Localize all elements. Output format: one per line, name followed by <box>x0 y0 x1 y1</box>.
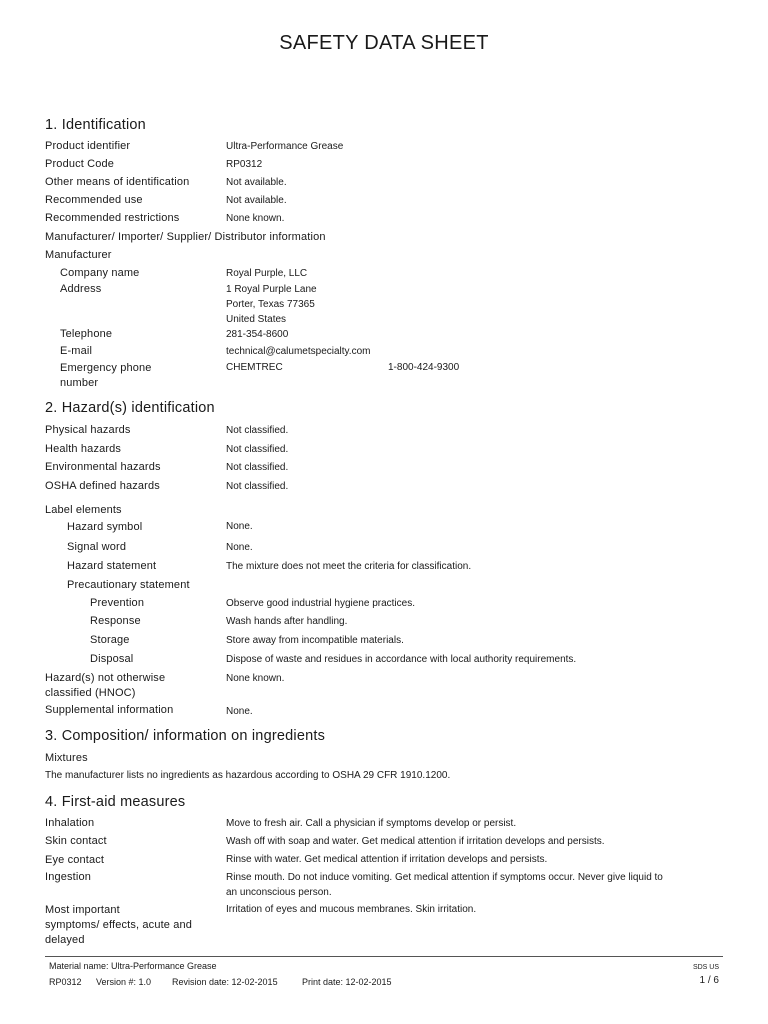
other-means-value: Not available. <box>226 177 287 188</box>
hazard-symbol-label: Hazard symbol <box>67 521 143 533</box>
ingestion-value <box>226 870 663 900</box>
manufacturer-label: Manufacturer <box>45 249 112 261</box>
product-identifier-value: Ultra-Performance Grease <box>226 141 344 152</box>
physical-hazards-label: Physical hazards <box>45 424 131 436</box>
label-elements-heading: Label elements <box>45 504 122 516</box>
hnoc-label-line-1: Hazard(s) not otherwise <box>45 672 166 684</box>
footer-revision-date: Revision date: 12-02-2015 <box>172 977 278 987</box>
emergency-org-value: CHEMTREC <box>226 362 283 373</box>
supplemental-info-value: None. <box>226 706 253 717</box>
product-code-value: RP0312 <box>226 159 263 170</box>
hnoc-label-line-2: classified (HNOC) <box>45 687 136 699</box>
email-value: technical@calumetspecialty.com <box>226 346 371 357</box>
symptoms-label-line-3: delayed <box>45 934 85 946</box>
eye-contact-label: Eye contact <box>45 854 105 866</box>
section-2-heading: 2. Hazard(s) identification <box>45 400 215 416</box>
recommended-use-value: Not available. <box>226 195 287 206</box>
emergency-number-value: 1-800-424-9300 <box>388 362 460 373</box>
precautionary-statement-label: Precautionary statement <box>67 579 190 591</box>
address-label: Address <box>60 283 102 295</box>
storage-value: Store away from incompatible materials. <box>226 635 404 646</box>
signal-word-value: None. <box>226 542 253 553</box>
hnoc-value: None known. <box>226 673 285 684</box>
disposal-value: Dispose of waste and residues in accordance with local authority requirements. <box>226 654 577 665</box>
emergency-phone-label-line-1: Emergency phone <box>60 362 152 374</box>
symptoms-label-line-1: Most important <box>45 904 120 916</box>
hnoc-label <box>45 671 165 701</box>
hazard-symbol-value: None. <box>226 521 253 532</box>
ingestion-value-line-1: Rinse mouth. Do not induce vomiting. Get medical attention if symptoms occur. Never give liquid to <box>226 872 663 883</box>
mixtures-label: Mixtures <box>45 752 88 764</box>
osha-hazards-value: Not classified. <box>226 481 289 492</box>
product-identifier-label: Product identifier <box>45 140 131 152</box>
skin-contact-label: Skin contact <box>45 835 107 847</box>
footer-divider <box>45 956 723 957</box>
emergency-phone-label <box>60 361 152 391</box>
recommended-restrictions-label: Recommended restrictions <box>45 212 180 224</box>
supplemental-info-label: Supplemental information <box>45 704 174 716</box>
eye-contact-value: Rinse with water. Get medical attention if irritation develops and persists. <box>226 854 548 865</box>
document-title: SAFETY DATA SHEET <box>279 32 489 54</box>
prevention-label: Prevention <box>90 597 145 609</box>
hazard-statement-value: The mixture does not meet the criteria for classification. <box>226 561 472 572</box>
telephone-value: 281-354-8600 <box>226 329 289 340</box>
email-label: E-mail <box>60 345 93 357</box>
footer-print-date: Print date: 12-02-2015 <box>302 977 392 987</box>
company-name-value: Royal Purple, LLC <box>226 268 308 279</box>
ingestion-value-line-2: an unconscious person. <box>226 887 332 898</box>
health-hazards-label: Health hazards <box>45 443 122 455</box>
storage-label: Storage <box>90 634 130 646</box>
section-4-heading: 4. First-aid measures <box>45 794 186 810</box>
section-1-heading: 1. Identification <box>45 117 146 133</box>
manufacturer-info-label: Manufacturer/ Importer/ Supplier/ Distributor information <box>45 231 326 243</box>
physical-hazards-value: Not classified. <box>226 425 289 436</box>
disposal-label: Disposal <box>90 653 134 665</box>
response-value: Wash hands after handling. <box>226 616 348 627</box>
signal-word-label: Signal word <box>67 541 127 553</box>
prevention-value: Observe good industrial hygiene practices. <box>226 598 415 609</box>
footer-sds-us: SDS US <box>692 964 719 971</box>
hazard-statement-label: Hazard statement <box>67 560 157 572</box>
footer-page-number: 1 / 6 <box>699 975 719 986</box>
mixtures-text: The manufacturer lists no ingredients as hazardous according to OSHA 29 CFR 1910.1200. <box>45 770 451 781</box>
footer-version: Version #: 1.0 <box>96 977 152 987</box>
address-value <box>226 282 317 327</box>
company-name-label: Company name <box>60 267 140 279</box>
response-label: Response <box>90 615 141 627</box>
ingestion-label: Ingestion <box>45 871 91 883</box>
inhalation-value: Move to fresh air. Call a physician if symptoms develop or persist. <box>226 818 517 829</box>
health-hazards-value: Not classified. <box>226 444 289 455</box>
osha-hazards-label: OSHA defined hazards <box>45 480 160 492</box>
recommended-restrictions-value: None known. <box>226 213 285 224</box>
symptoms-label <box>45 903 192 948</box>
emergency-phone-label-line-2: number <box>60 377 99 389</box>
product-code-label: Product Code <box>45 158 115 170</box>
footer-material-name: Material name: Ultra-Performance Grease <box>49 961 217 971</box>
footer-product-code: RP0312 <box>49 977 82 987</box>
skin-contact-value: Wash off with soap and water. Get medical attention if irritation develops and persists. <box>226 836 605 847</box>
recommended-use-label: Recommended use <box>45 194 143 206</box>
symptoms-label-line-2: symptoms/ effects, acute and <box>45 919 193 931</box>
telephone-label: Telephone <box>60 328 113 340</box>
address-line-1: 1 Royal Purple Lane <box>226 284 317 295</box>
other-means-label: Other means of identification <box>45 176 190 188</box>
symptoms-value: Irritation of eyes and mucous membranes. Skin irritation. <box>226 904 477 915</box>
address-line-2: Porter, Texas 77365 <box>226 299 315 310</box>
address-line-3: United States <box>226 314 287 325</box>
environmental-hazards-label: Environmental hazards <box>45 461 161 473</box>
inhalation-label: Inhalation <box>45 817 95 829</box>
section-3-heading: 3. Composition/ information on ingredients <box>45 728 326 744</box>
environmental-hazards-value: Not classified. <box>226 462 289 473</box>
